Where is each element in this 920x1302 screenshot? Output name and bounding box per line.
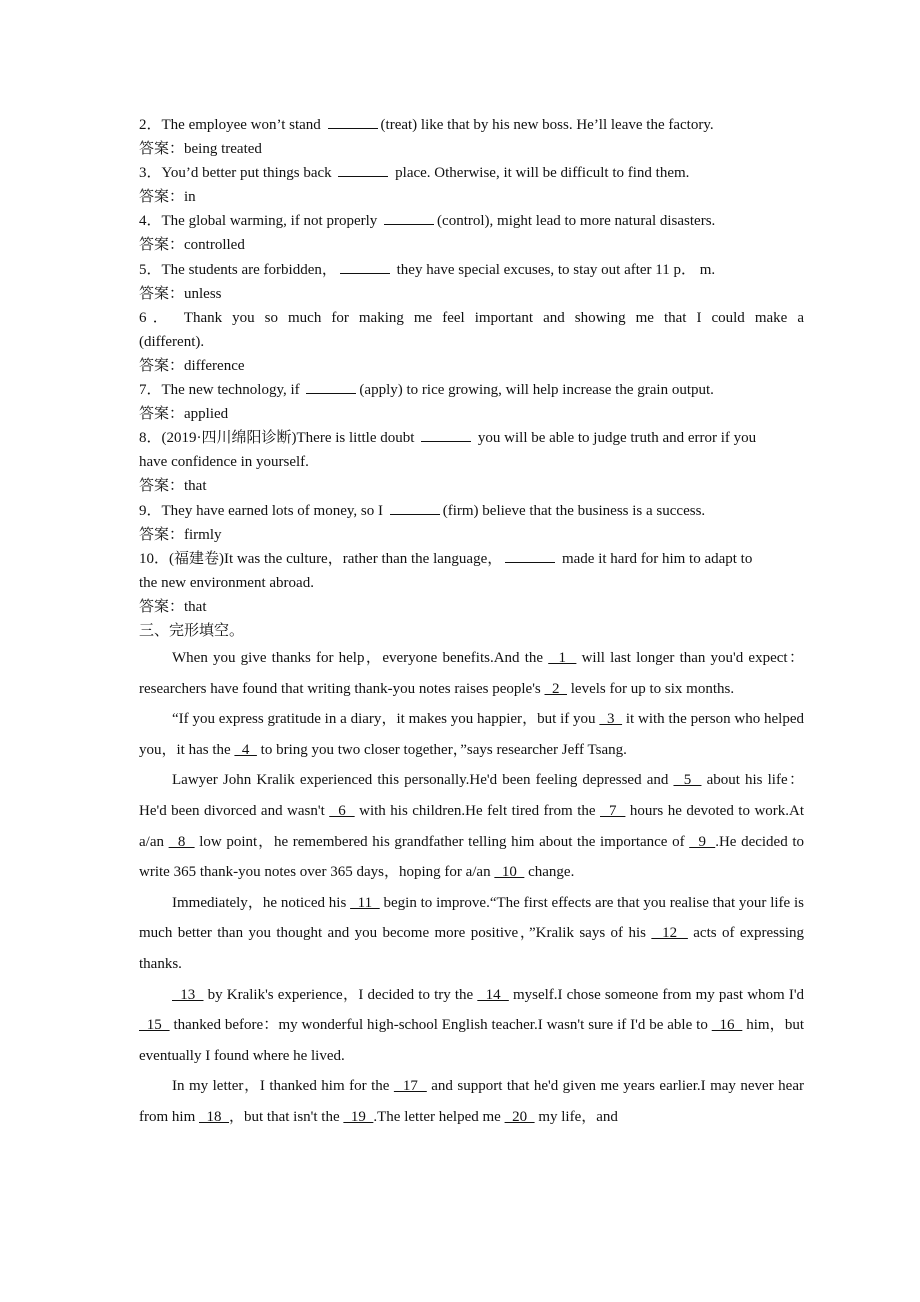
answer-text: firmly (184, 526, 222, 543)
question-number: 6． (139, 309, 175, 326)
passage-text: myself.I chose someone from my past whom I'd (508, 986, 805, 1003)
document-content (139, 113, 804, 1133)
cloze-blank: 5 (673, 772, 702, 789)
cloze-blank: 13 (172, 986, 204, 1003)
answer-label: 答案： (139, 406, 185, 423)
answer-label: 答案： (139, 478, 185, 495)
answer-7 (139, 402, 804, 426)
answer-blank (328, 128, 378, 129)
question-6 (139, 306, 804, 330)
answer-label: 答案： (139, 526, 185, 543)
question-text-continued: (different). (139, 333, 205, 350)
cloze-blank: 16 (711, 1017, 743, 1034)
passage-paragraph (139, 980, 804, 1072)
question-10-line-2 (139, 571, 804, 595)
answer-8 (139, 474, 804, 498)
passage-text: by Kralik's experience，I decided to try the (203, 986, 478, 1003)
question-text: The new technology, if (161, 382, 300, 399)
passage-text: to bring you two closer together，”says researcher Jeff Tsang. (256, 741, 627, 758)
passage-paragraph (139, 888, 804, 980)
cloze-blank: 7 (600, 803, 626, 820)
question-text: (2019·四川绵阳诊断)There is little doubt (161, 430, 415, 447)
cloze-blank: 4 (234, 741, 257, 758)
question-5 (139, 258, 804, 282)
answer-label: 答案： (139, 237, 185, 254)
question-text: They have earned lots of money, so I (161, 502, 383, 519)
passage-text: When you give thanks for help，everyone benefits.And the (172, 650, 549, 667)
cloze-blank: 11 (350, 894, 380, 911)
cloze-passage (139, 643, 804, 1133)
question-number: 7． (139, 382, 162, 399)
cloze-blank: 10 (494, 864, 525, 881)
question-text: The employee won’t stand (161, 117, 321, 133)
question-text-continued: (control), might lead to more natural disasters. (437, 213, 716, 230)
answer-4 (139, 233, 804, 257)
question-text-continued: they have special excuses, to stay out after 11 p． m. (396, 261, 716, 278)
answer-blank (338, 176, 388, 177)
question-text-continued: place. Otherwise, it will be difficult to find them. (395, 165, 690, 182)
answer-text: that (184, 598, 207, 615)
cloze-blank: 14 (477, 986, 509, 1003)
passage-text: him，but eventually I found where he lived. (139, 1017, 804, 1064)
question-text: You’d better put things back (161, 165, 332, 182)
answer-3 (139, 185, 804, 209)
cloze-blank: 18 (199, 1108, 229, 1125)
question-2 (139, 113, 804, 137)
answer-text: difference (184, 357, 245, 374)
answer-10 (139, 595, 804, 619)
question-3 (139, 161, 804, 185)
question-8 (139, 426, 804, 450)
answer-text: controlled (184, 237, 245, 254)
question-text-continued: made it hard for him to adapt to (561, 550, 753, 567)
passage-text: In my letter，I thanked him for the (172, 1078, 394, 1095)
passage-text: Lawyer John Kralik experienced this personally.He'd been feeling depressed and (172, 772, 674, 789)
passage-text: levels for up to six months. (567, 680, 735, 697)
passage-text: will last longer than you'd expect：researchers have found that writing thank-you notes raises people's (139, 650, 804, 697)
answer-label: 答案： (139, 598, 185, 615)
answer-blank (384, 224, 434, 225)
question-number: 4． (139, 213, 162, 230)
answer-text: being treated (184, 141, 262, 158)
cloze-blank: 15 (139, 1017, 170, 1034)
answer-blank (306, 393, 356, 394)
cloze-blank: 8 (168, 833, 195, 850)
passage-text: about his life：He'd been divorced and wasn't (139, 772, 804, 820)
passage-text: begin to improve.“The first effects are that you realise that your life is much better than you thought and you become more positive，”Kralik says of his (139, 894, 805, 942)
passage-text: low point，he remembered his grandfather telling him about the importance of (194, 833, 690, 850)
answer-blank (505, 562, 555, 563)
cloze-blank: 19 (343, 1108, 374, 1125)
question-7 (139, 378, 804, 402)
question-text-continued: (apply) to rice growing, will help increase the grain output. (359, 382, 714, 399)
question-text-continued: (treat) like that by his new boss. He’ll leave the factory. (380, 117, 714, 133)
question-number: 2． (139, 117, 162, 133)
answer-label: 答案： (139, 285, 185, 302)
question-number: 10． (139, 550, 170, 567)
cloze-blank: 1 (548, 650, 577, 667)
question-text-continued: have confidence in yourself. (139, 454, 309, 471)
question-text: (福建卷)It was the culture，rather than the language， (169, 550, 503, 567)
question-text: The students are forbidden， (161, 261, 337, 278)
question-text-continued: you will be able to judge truth and error if you (477, 430, 757, 447)
cloze-blank: 12 (651, 925, 688, 942)
question-text-continued: (firm) believe that the business is a success. (442, 502, 706, 519)
answer-label: 答案： (139, 357, 185, 374)
answer-blank (390, 514, 440, 515)
question-8-line-2 (139, 450, 804, 474)
question-text: The global warming, if not properly (161, 213, 378, 230)
question-4 (139, 209, 804, 233)
question-text-continued: the new environment abroad. (139, 574, 314, 591)
passage-text: it with the person who helped you，it has the (139, 711, 804, 758)
question-number: 8． (139, 430, 162, 447)
passage-text: Immediately，he noticed his (172, 894, 351, 911)
passage-text: “If you express gratitude in a diary，it makes you happier，but if you (172, 711, 600, 728)
cloze-blank: 20 (504, 1108, 535, 1125)
question-number: 3． (139, 165, 162, 182)
cloze-blank: 3 (599, 711, 623, 728)
question-6-line-2 (139, 330, 804, 354)
passage-text: acts of expressing thanks. (139, 925, 805, 972)
answer-9 (139, 523, 804, 547)
question-10 (139, 547, 804, 571)
passage-text: hours he devoted to work.At a/an (139, 803, 805, 850)
passage-text: .The letter helped me (373, 1108, 505, 1125)
question-text: Thank you so much for making me feel important and showing me that I could make a (183, 309, 804, 326)
passage-text: my life，and (534, 1108, 618, 1125)
passage-text: ，but that isn't the (229, 1108, 344, 1125)
question-9 (139, 499, 804, 523)
section-title: 三、完形填空。 (139, 622, 245, 639)
passage-paragraph (139, 704, 804, 765)
answer-label: 答案： (139, 189, 185, 206)
passage-paragraph (139, 765, 804, 887)
cloze-blank: 9 (689, 833, 716, 850)
answer-blank (421, 441, 471, 442)
answer-text: in (184, 189, 196, 206)
cloze-blank: 2 (544, 680, 567, 697)
answer-blank (340, 273, 390, 274)
answer-text: that (184, 478, 207, 495)
answer-6 (139, 354, 804, 378)
passage-text: thanked before：my wonderful high-school English teacher.I wasn't sure if I'd be able to (169, 1017, 712, 1034)
passage-text: change. (524, 864, 575, 881)
answer-text: applied (184, 406, 229, 423)
passage-text: with his children.He felt tired from the (354, 803, 600, 820)
answer-text: unless (184, 285, 222, 302)
answer-5 (139, 282, 804, 306)
passage-paragraph (139, 1071, 804, 1132)
cloze-blank: 6 (329, 803, 355, 820)
passage-text: .He decided to write 365 thank-you notes over 365 days，hoping for a/an (139, 833, 804, 881)
question-number: 9． (139, 502, 162, 519)
answer-label: 答案： (139, 141, 185, 158)
passage-text: and support that he'd given me years earlier.I may never hear from him (139, 1078, 804, 1125)
cloze-blank: 17 (393, 1078, 427, 1095)
question-number: 5． (139, 261, 162, 278)
passage-paragraph (139, 643, 804, 704)
answer-2 (139, 137, 804, 161)
